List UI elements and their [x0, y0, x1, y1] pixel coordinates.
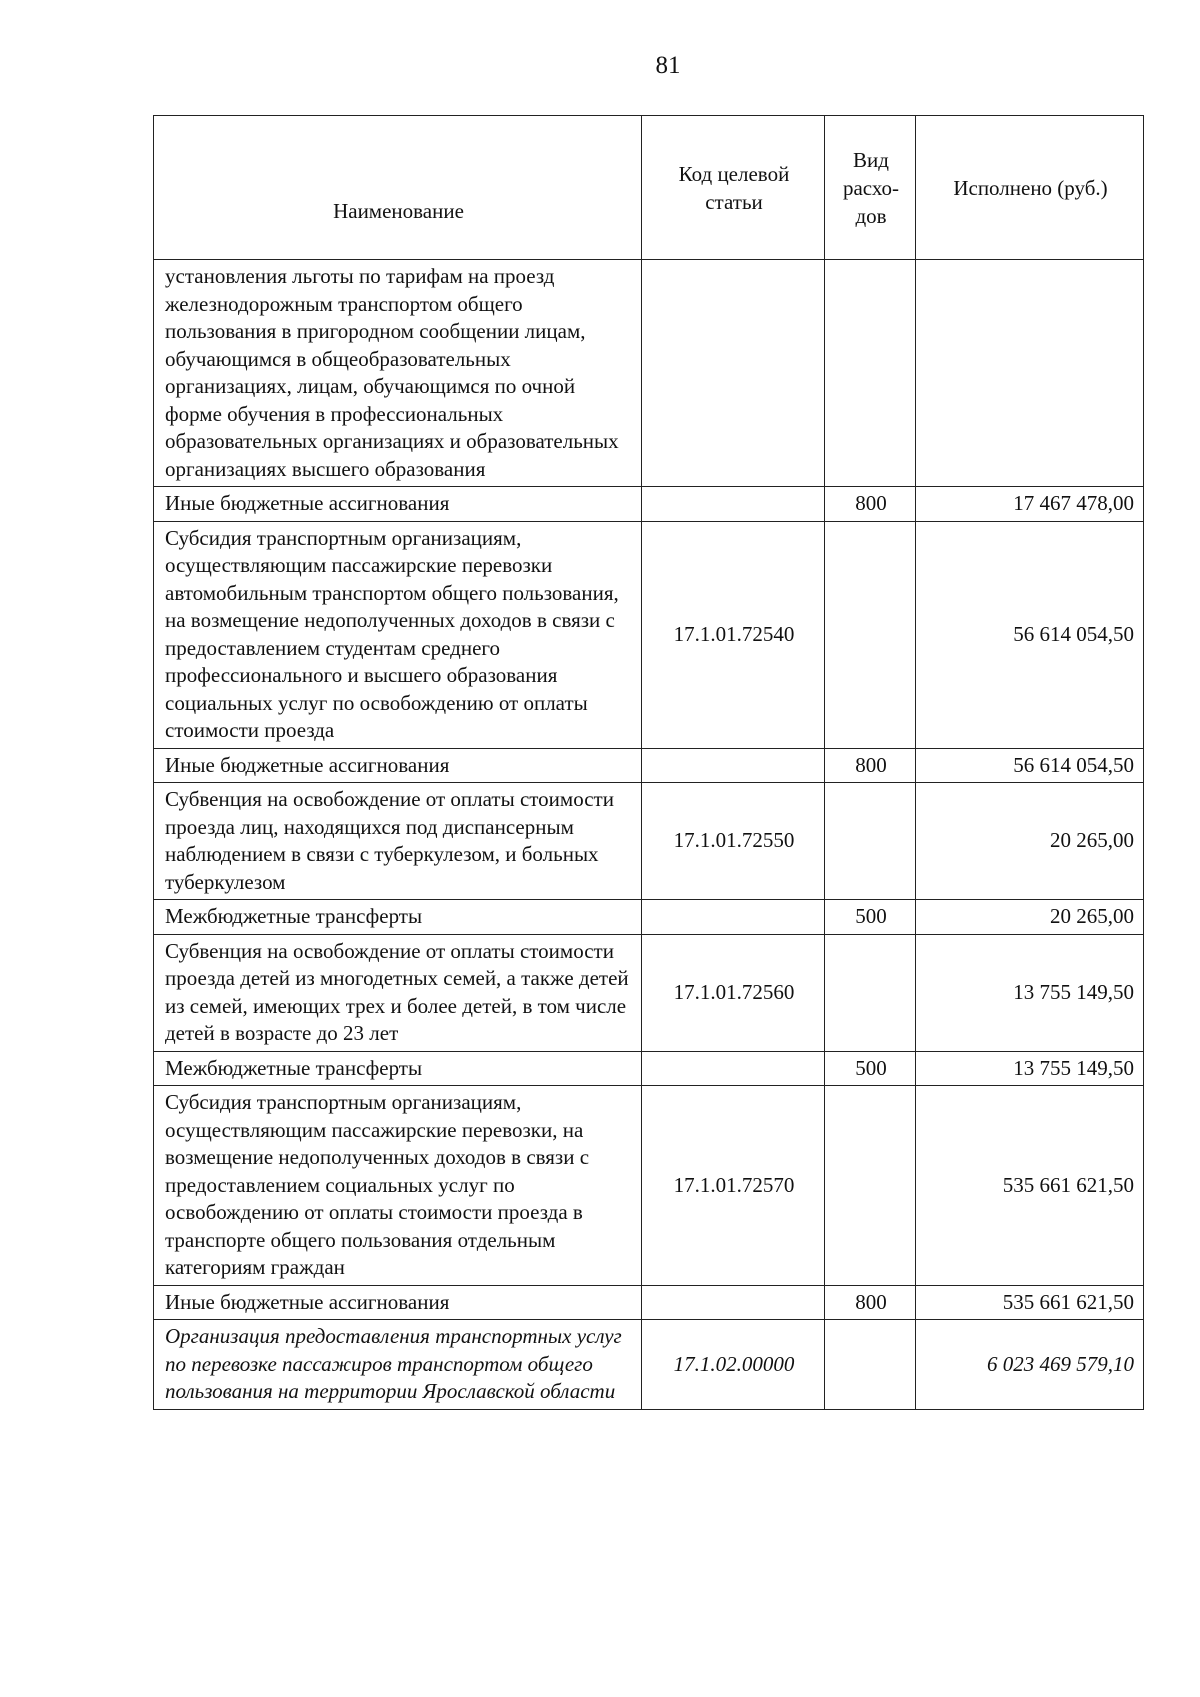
cell-done: 20 265,00 [916, 900, 1144, 935]
cell-type: 800 [825, 487, 916, 522]
table-row [154, 521, 1144, 748]
cell-name: Субвенция на освобождение от оплаты стоимости проезда лиц, находящихся под диспансерным наблюдением в связи с туберкулезом, и больных туберкулезом [154, 783, 642, 900]
cell-done: 20 265,00 [916, 783, 1144, 900]
cell-name: установления льготы по тарифам на проезд железнодорожным транспортом общего пользования в пригородном сообщении лицам, обучающимся в общеобразовательных организациях, лицам, обучающимся по очной форме обучения в профессиональных образовательных организациях и образовательных организациях высшего образования [154, 260, 642, 487]
cell-code [642, 748, 825, 783]
cell-type [825, 260, 916, 487]
cell-code: 17.1.01.72540 [642, 521, 825, 748]
cell-code [642, 900, 825, 935]
header-type: Вид расхо- дов [825, 116, 916, 260]
cell-type [825, 1320, 916, 1410]
cell-code [642, 1285, 825, 1320]
cell-name: Межбюджетные трансферты [154, 1051, 642, 1086]
header-done: Исполнено (руб.) [916, 116, 1144, 260]
cell-done: 6 023 469 579,10 [916, 1320, 1144, 1410]
cell-name: Межбюджетные трансферты [154, 900, 642, 935]
table-row [154, 1285, 1144, 1320]
cell-code [642, 260, 825, 487]
table-row [154, 260, 1144, 487]
cell-code: 17.1.02.00000 [642, 1320, 825, 1410]
cell-type: 500 [825, 900, 916, 935]
cell-name: Организация предоставления транспортных услуг по перевозке пассажиров транспортом общего пользования на территории Ярославской области [154, 1320, 642, 1410]
cell-done: 56 614 054,50 [916, 748, 1144, 783]
header-code: Код целевой статьи [642, 116, 825, 260]
cell-code [642, 487, 825, 522]
header-name: Наименование [154, 116, 642, 260]
budget-table [153, 115, 1144, 1410]
cell-name: Субвенция на освобождение от оплаты стоимости проезда детей из многодетных семей, а также детей из семей, имеющих трех и более детей, в том числе детей в возрасте до 23 лет [154, 934, 642, 1051]
table-row [154, 1320, 1144, 1410]
cell-name: Субсидия транспортным организациям, осуществляющим пассажирские перевозки автомобильным транспортом общего пользования, на возмещение недополученных доходов в связи с предоставлением студентам среднего профессионального и высшего образования социальных услуг по освобождению от оплаты стоимости проезда [154, 521, 642, 748]
table-row [154, 934, 1144, 1051]
table-row [154, 783, 1144, 900]
table-header [154, 116, 1144, 260]
cell-done: 535 661 621,50 [916, 1086, 1144, 1286]
cell-name: Иные бюджетные ассигнования [154, 748, 642, 783]
table-row [154, 1051, 1144, 1086]
cell-code: 17.1.01.72560 [642, 934, 825, 1051]
page-number: 81 [655, 52, 681, 79]
cell-done: 13 755 149,50 [916, 1051, 1144, 1086]
cell-name: Иные бюджетные ассигнования [154, 487, 642, 522]
cell-type [825, 934, 916, 1051]
cell-done: 13 755 149,50 [916, 934, 1144, 1051]
cell-name: Иные бюджетные ассигнования [154, 1285, 642, 1320]
table-body [154, 260, 1144, 1410]
cell-code: 17.1.01.72570 [642, 1086, 825, 1286]
cell-done [916, 260, 1144, 487]
table-row [154, 900, 1144, 935]
cell-type [825, 783, 916, 900]
cell-type [825, 1086, 916, 1286]
cell-type: 800 [825, 748, 916, 783]
cell-name: Субсидия транспортным организациям, осуществляющим пассажирские перевозки, на возмещение недополученных доходов в связи с предоставлением социальных услуг по освобождению от оплаты стоимости проезда в транспорте общего пользования отдельным категориям граждан [154, 1086, 642, 1286]
cell-type: 800 [825, 1285, 916, 1320]
table-row [154, 1086, 1144, 1286]
table-row [154, 748, 1144, 783]
cell-done: 535 661 621,50 [916, 1285, 1144, 1320]
cell-code: 17.1.01.72550 [642, 783, 825, 900]
table-row [154, 487, 1144, 522]
cell-done: 17 467 478,00 [916, 487, 1144, 522]
cell-code [642, 1051, 825, 1086]
cell-type: 500 [825, 1051, 916, 1086]
cell-done: 56 614 054,50 [916, 521, 1144, 748]
cell-type [825, 521, 916, 748]
